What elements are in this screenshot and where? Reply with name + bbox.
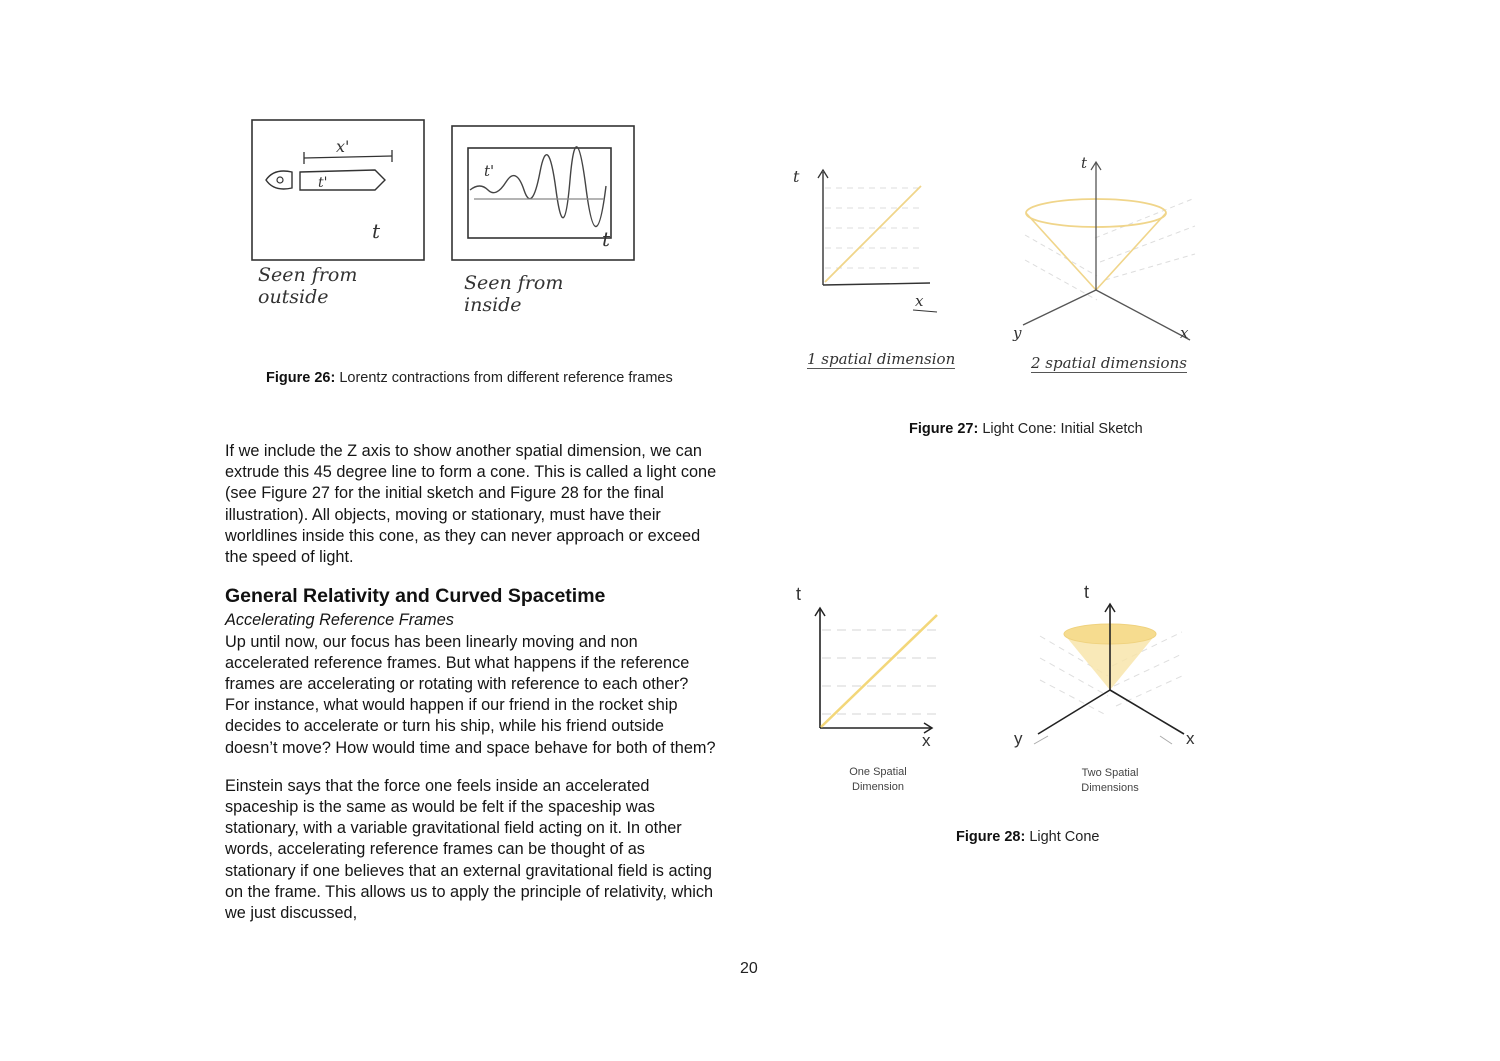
main-text-column	[225, 441, 717, 924]
figure-28-caption-text: Light Cone	[1029, 829, 1100, 845]
x-prime-label: x'	[336, 137, 350, 156]
fig28-right-y-label: y	[1014, 729, 1023, 748]
figure-26-caption	[266, 370, 673, 386]
window-t-prime-label: t'	[484, 162, 495, 180]
panel-right-t-label: t	[602, 227, 611, 251]
fig28-right-label-line1: Two Spatial	[1081, 767, 1139, 779]
paragraph-accelerating-frames: Up until now, our focus has been linearly moving and non accelerated reference frames. But what happens if the reference frames are accelerating or rotating with reference to each other? For instance, what would happen if our friend in the rocket ship decides to accelerate or turn his ship, while his friend outside doesn’t move? How would time and space behave for both of them?	[225, 632, 716, 757]
figure-26	[240, 110, 660, 340]
page-number: 20	[740, 960, 758, 977]
fig27-left-t-label: t	[793, 167, 800, 186]
fig28-worldline	[821, 615, 937, 727]
panel-left-t-label: t	[372, 219, 381, 243]
fig27-right-t-label: t	[1081, 154, 1088, 172]
handwritten-2-spatial-dimensions: 2 spatial dimensions	[1031, 354, 1187, 372]
figure-26-caption-label: Figure 26:	[266, 370, 336, 386]
figure-26-caption-text: Lorentz contractions from different reference frames	[339, 370, 673, 386]
figure-28-caption	[956, 829, 1099, 845]
fig27-right-x-label: x	[1180, 324, 1189, 342]
fig27-left-x-label: x	[915, 292, 924, 310]
paragraph-light-cone: If we include the Z axis to show another spatial dimension, we can extrude this 45 degree line to form a cone. This is called a light cone (see Figure 27 for the initial sketch and Figure 28 for the final illustration). All objects, moving or stationary, must have their worldlines inside this cone, as they can never approach or exceed the speed of light.	[225, 442, 717, 567]
section-title: General Relativity and Curved Spacetime	[225, 585, 606, 608]
fig28-right-plot	[1014, 582, 1195, 794]
fig28-left-label-line2: Dimension	[852, 781, 904, 793]
wave-line	[470, 147, 606, 227]
subsection-title: Accelerating Reference Frames	[225, 611, 454, 630]
figure-27-caption-text: Light Cone: Initial Sketch	[982, 421, 1143, 437]
fig27-right-y-label: y	[1013, 324, 1022, 342]
ship-t-prime-label: t'	[318, 175, 328, 191]
figure-28	[790, 578, 1210, 798]
fig27-right-plot	[1012, 154, 1195, 342]
fig28-left-plot	[796, 584, 938, 793]
fig28-right-label-line2: Dimensions	[1081, 782, 1139, 794]
handwritten-seen-from-inside: Seen from inside	[464, 272, 564, 316]
figure-27	[785, 150, 1215, 385]
rocket-ship-body	[300, 170, 385, 190]
x-prime-measure-line	[304, 156, 392, 158]
fig28-right-t-label: t	[1084, 582, 1090, 602]
fig28-right-x-label: x	[1186, 729, 1195, 748]
fig28-left-t-label: t	[796, 584, 802, 604]
fig27-left-plot	[793, 167, 937, 312]
handwritten-1-spatial-dimension: 1 spatial dimension	[807, 350, 956, 368]
fig28-left-label-line1: One Spatial	[849, 766, 907, 778]
figure-27-caption	[909, 421, 1143, 437]
figure-27-caption-label: Figure 27:	[909, 421, 979, 437]
fig28-left-x-label: x	[922, 731, 931, 750]
figure-28-illustration	[790, 578, 1210, 798]
figure-28-caption-label: Figure 28:	[956, 829, 1026, 845]
paragraph-einstein: Einstein says that the force one feels inside an accelerated spaceship is the same as would be felt if the spaceship was stationary, with a variable gravitational field acting on it. In other words, accelerating reference frames can be thought of as stationary if one believes that an external gravitational field is acting on the frame. This allows us to apply the principle of relativity, which we just discussed,	[225, 776, 714, 923]
rocket-nose	[266, 171, 292, 189]
handwritten-seen-from-outside: Seen from outside	[258, 264, 358, 308]
